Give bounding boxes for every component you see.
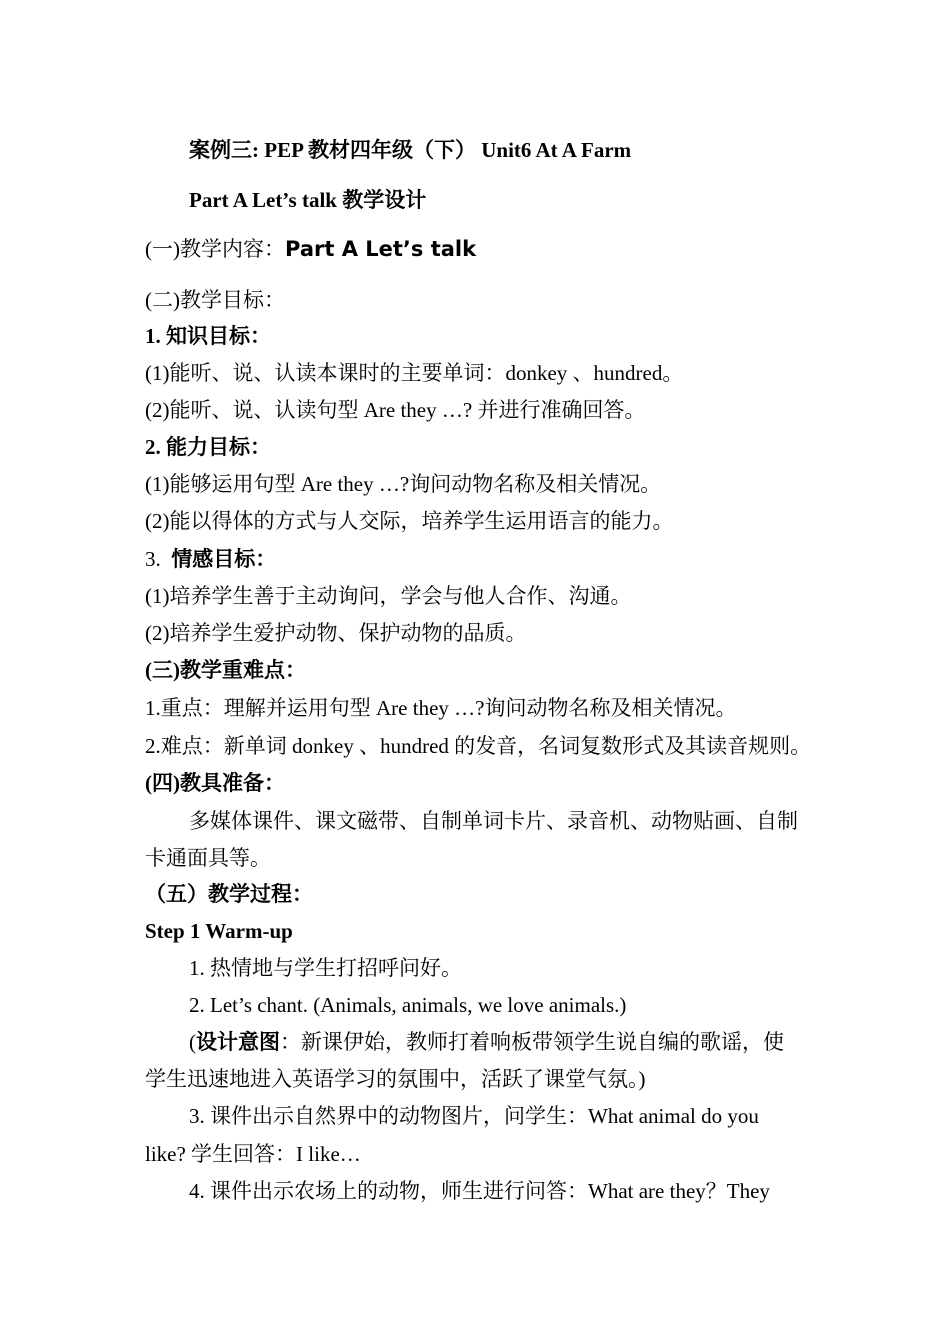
emotion-goal-item: (1)培养学生善于主动询问，学会与他人合作、沟通。 <box>145 584 632 608</box>
knowledge-goal-item: (1)能听、说、认读本课时的主要单词：donkey 、hundred。 <box>145 361 684 385</box>
teaching-process-heading: （五）教学过程： <box>145 882 313 906</box>
ability-goal-item: (2)能以得体的方式与人交际，培养学生运用语言的能力。 <box>145 509 674 533</box>
teaching-aids-heading: (四)教具准备： <box>145 771 285 795</box>
design-intent-line <box>189 1029 784 1055</box>
step-heading: Step 1 Warm-up <box>145 919 293 943</box>
design-intent-text: ：新课伊始，教师打着响板带领学生说自编的歌谣，使 <box>280 1030 784 1054</box>
process-item: 3. 课件出示自然界中的动物图片，问学生：What animal do you <box>189 1104 759 1128</box>
ability-goals-heading: 2. 能力目标： <box>145 435 271 459</box>
process-item: 4. 课件出示农场上的动物，师生进行问答：What are they？They <box>189 1179 770 1203</box>
emotion-goals-number: 3. <box>145 547 172 571</box>
key-point-item: 1.重点：理解并运用句型 Are they …?询问动物名称及相关情况。 <box>145 696 737 720</box>
process-item-cont: like? 学生回答：I like… <box>145 1142 361 1166</box>
emotion-goals-label: 情感目标： <box>171 547 277 571</box>
emotion-goal-item: (2)培养学生爱护动物、保护动物的品质。 <box>145 621 527 645</box>
teaching-aids-text-cont: 卡通面具等。 <box>145 846 271 870</box>
document-title: 案例三: PEP 教材四年级（下） Unit6 At A Farm <box>189 138 632 162</box>
document-subtitle: Part A Let’s talk 教学设计 <box>189 188 427 212</box>
ability-goal-item: (1)能够运用句型 Are they …?询问动物名称及相关情况。 <box>145 472 662 496</box>
teaching-content-line <box>145 236 476 262</box>
design-intent-label: 设计意图 <box>196 1030 280 1054</box>
design-intent-text-cont: 学生迅速地进入英语学习的氛围中，活跃了课堂气氛。) <box>145 1067 646 1091</box>
knowledge-goal-item: (2)能听、说、认读句型 Are they …? 并进行准确回答。 <box>145 398 646 422</box>
teaching-content-label: (一)教学内容： <box>145 237 285 261</box>
design-intent-open: ( <box>189 1030 196 1054</box>
emotion-goals-heading <box>145 546 276 572</box>
key-points-heading: (三)教学重难点： <box>145 658 306 682</box>
process-item: 2. Let’s chant. (Animals, animals, we love animals.) <box>189 993 627 1017</box>
difficult-point-item: 2.难点：新单词 donkey 、hundred 的发音，名词复数形式及其读音规则。 <box>145 734 812 758</box>
teaching-goals-heading: (二)教学目标： <box>145 288 285 312</box>
teaching-aids-text: 多媒体课件、课文磁带、自制单词卡片、录音机、动物贴画、自制 <box>189 809 798 833</box>
knowledge-goals-heading: 1. 知识目标： <box>145 324 271 348</box>
teaching-content-value: Part A Let’s talk <box>285 237 477 261</box>
process-item: 1. 热情地与学生打招呼问好。 <box>189 956 462 980</box>
